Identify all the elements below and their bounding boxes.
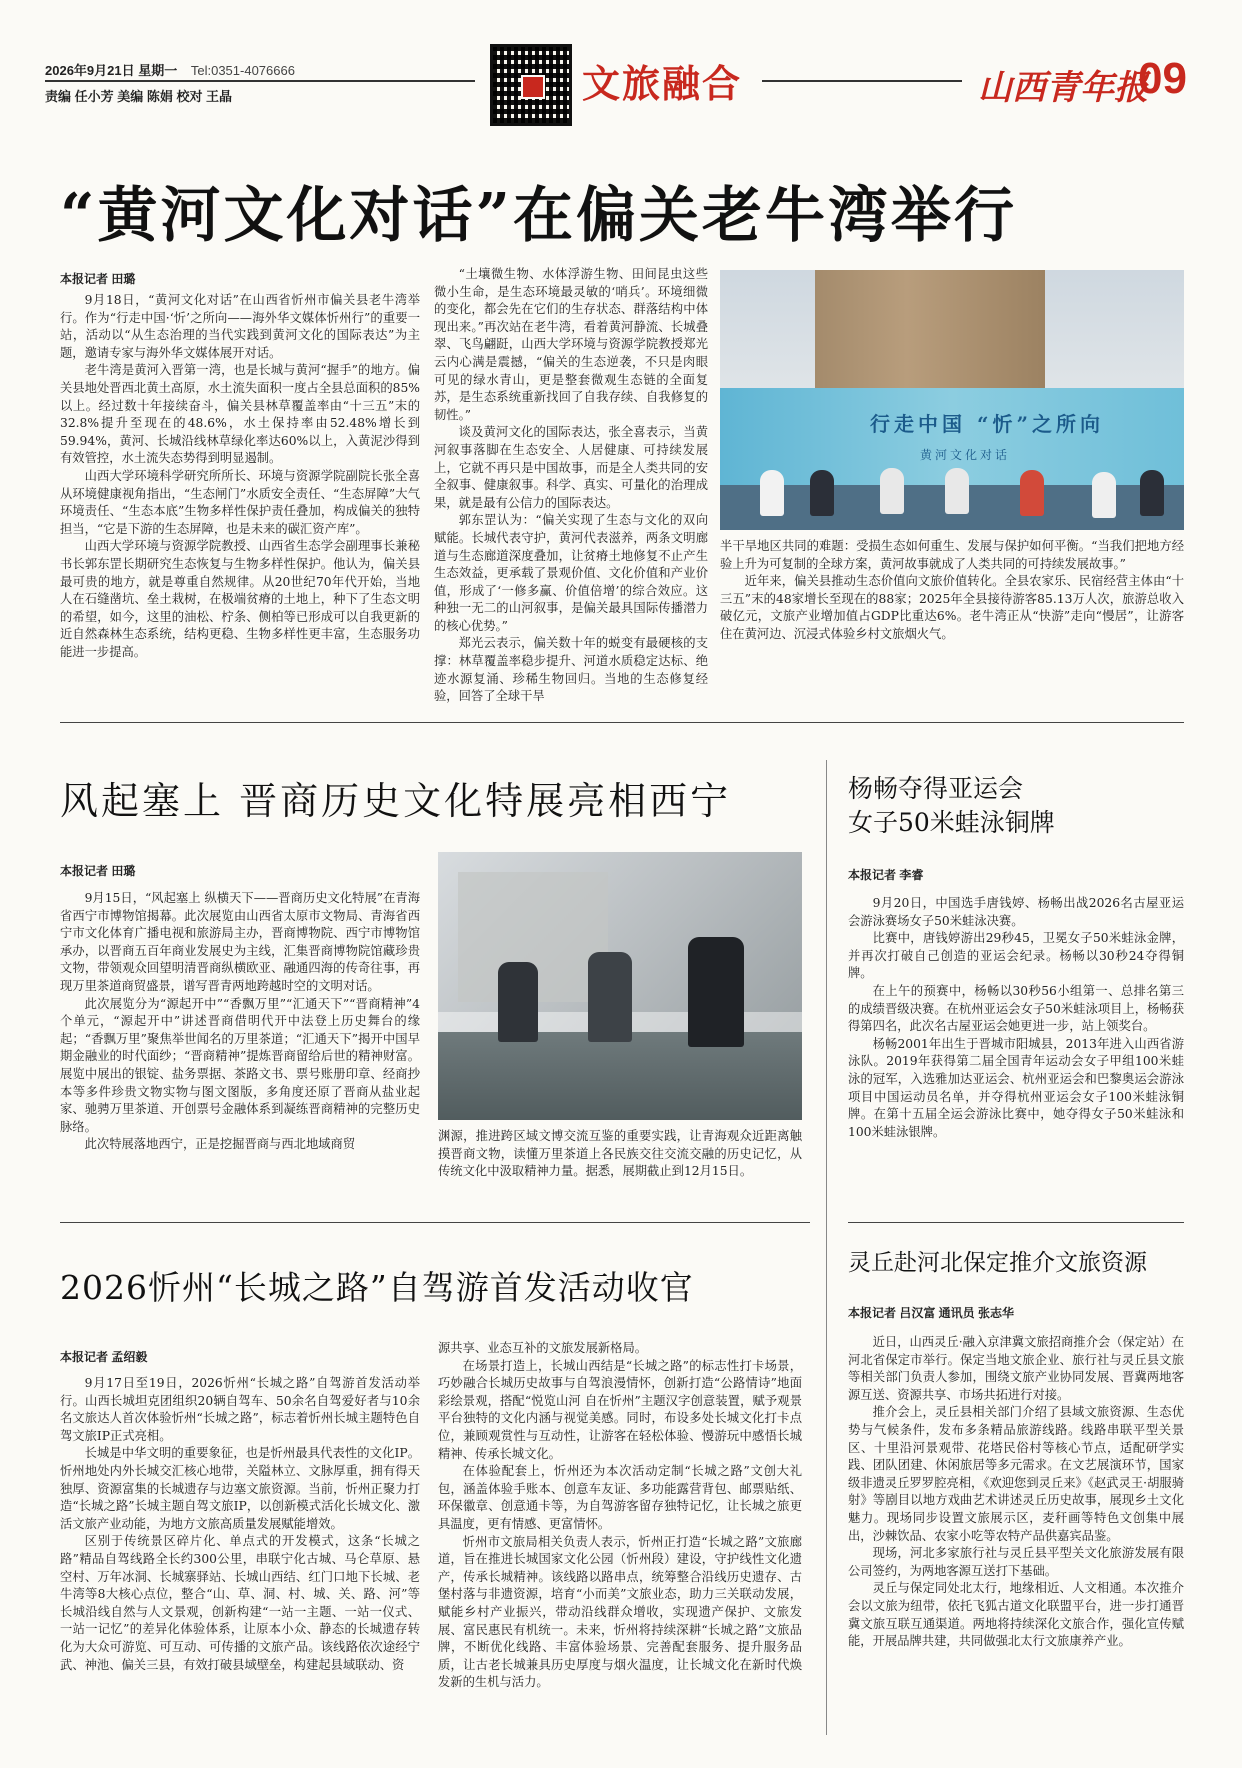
paragraph: 此次特展落地西宁，正是挖掘晋商与西北地域商贸 — [84, 1137, 356, 1152]
paragraph: 9月20日，中国选手唐钱婷、杨畅出战2026名古屋亚运会游泳赛场女子50米蛙泳决赛。 — [848, 896, 1184, 928]
paragraph: “土壤微生物、水体浮游生物、田间昆虫这些微小生命，是生态环境最灵敏的‘哨兵’。环境细微的变化，都会先在它们的生存状态、群落结构中体现出来。”再次站在老牛湾，看着黄河静流、长城叠翠、飞鸟翩跹，山西大学环境与资源学院教授郑光云内心满是震撼，“偏关的生态逆袭，不只是肉眼可见的绿水青山，更是整套微观生态链的全面复苏，是生态系统重新找回了自我存续、自我修复的韧性。” — [434, 267, 708, 422]
page-number: 09 — [1138, 54, 1187, 103]
panelist — [945, 468, 969, 514]
article-4-col-1 — [60, 1375, 420, 1735]
article-3-body — [848, 895, 1184, 1213]
masthead-rule-right — [762, 80, 962, 82]
article-1-byline: 本报记者 田璐 — [60, 272, 136, 286]
article-3-byline: 本报记者 李睿 — [848, 868, 924, 882]
panelist — [1020, 470, 1044, 516]
article-5-body — [848, 1334, 1184, 1734]
article-1-col-1 — [60, 292, 420, 710]
visitor — [588, 952, 632, 1042]
article-4-byline: 本报记者 孟绍毅 — [60, 1350, 148, 1364]
exhibit-display-case — [438, 1032, 802, 1120]
article-3-headline — [848, 772, 1178, 840]
stage-banner-text: 行走中国 “忻”之所向 — [870, 412, 1104, 436]
article-4-col-2 — [438, 1340, 802, 1735]
panelist — [810, 470, 834, 516]
article-2-headline: 风起塞上 晋商历史文化特展亮相西宁 — [60, 779, 732, 823]
article-1-col-3 — [720, 538, 1184, 713]
visitor — [498, 962, 538, 1042]
article-4-headline: 2026忻州“长城之路”自驾游首发活动收官 — [60, 1268, 694, 1307]
paragraph: 此次展览分为“源起开中”“香飘万里”“汇通天下”“晋商精神”4个单元，“源起开中”讲述晋商借明代开中法登上历史舞台的缘起；“香飘万里”聚焦举世闻名的万里茶道；“汇通天下”揭开中国早期金融业的时代面纱；“晋商精神”提炼晋商留给后世的精神财富。展览中展出的银锭、盐务票据、茶路文书、票号账册印章、经商抄本等多件珍贵文物实物与图文图版，多角度还原了晋商从盐业起家、驰骋万里茶道、开创票号金融体系到凝练晋商精神的完整历史脉络。 — [60, 996, 420, 1134]
panelist — [1092, 472, 1116, 518]
section-divider — [848, 1222, 1184, 1223]
stage-banner-subtitle: 黄河文化对话 — [920, 448, 1011, 462]
masthead-rule-left — [45, 80, 475, 82]
section-divider — [60, 722, 1184, 723]
paragraph: 源共享、业态互补的文旅发展新格局。 — [438, 1341, 648, 1355]
issue-date: 2026年9月21日 星期一 — [45, 63, 178, 78]
newspaper-logo: 山西青年报 — [978, 68, 1148, 108]
tel-number: Tel:0351-4076666 — [190, 63, 295, 78]
paragraph: 半干旱地区共同的难题：受损生态如何重生、发展与保护如何平衡。“当我们把地方经验上升为可复制的全球方案，黄河故事就成了人类共同的可持续发展故事。” — [720, 539, 1184, 571]
article-3-headline-line-1: 杨畅夺得亚运会 — [848, 774, 1024, 803]
paragraph: 长城是中华文明的重要象征，也是忻州最具代表性的文化IP。忻州地处内外长城交汇核心地带，关隘林立、文脉厚重，拥有得天独厚、资源富集的长城遗存与边塞文旅资源。当前，忻州正聚力打造“长城之路”长城主题自驾文旅IP，以创新模式活化长城文化、激活文旅产业动能，为地方文旅高质量发展赋能增效。 — [60, 1446, 420, 1531]
paragraph: 近年来，偏关县推动生态价值向文旅价值转化。全县农家乐、民宿经营主体由“十三五”末的48家增长至现在的88家；2025年全县接待游客85.13万人次，旅游总收入破亿元，文旅产业增加值占GDP比重达6%。老牛湾正从“快游”走向“慢居”，让游客住在黄河边、沉浸式体验乡村文旅烟火气。 — [720, 574, 1184, 641]
paragraph: 推介会上，灵丘县相关部门介绍了县域文旅资源、生态优势与气候条件，发布多条精品旅游线路。线路串联平型关景区、十里沿河景观带、花塔民俗村等核心节点，适配研学实践、团队团建、休闲旅居等多元需求。在文艺展演环节，国家级非遗灵丘罗罗腔亮相，《欢迎您到灵丘来》《赵武灵王·胡服骑射》等剧目以地方戏曲艺术讲述灵丘历史故事，展现乡土文化魅力。现场同步设置文旅展示区，麦秆画等特色文创集中展出，沙棘饮品、农家小吃等农特产品供嘉宾品鉴。 — [848, 1405, 1184, 1543]
article-3-headline-line-2: 女子50米蛙泳铜牌 — [848, 808, 1055, 837]
paragraph: 在场景打造上，长城山西结是“长城之路”的标志性打卡场景，巧妙融合长城历史故事与自驾浪漫情怀，创新打造“公路情诗”地面彩绘景观，搭配“悦览山河 自在忻州”主题汉字创意装置，赋予观景平台独特的文化内涵与视觉美感。同时，布设多处长城文化打卡点位，兼顾观赏性与互动性，让游客在轻松体验、慢游玩中感悟长城精神、传承长城文化。 — [438, 1358, 802, 1461]
article-1-headline: “黄河文化对话”在偏关老牛湾举行 — [60, 181, 1018, 251]
paragraph: 现场，河北多家旅行社与灵丘县平型关文化旅游发展有限公司签约，为两地客源互送打下基础。 — [848, 1546, 1184, 1578]
watchtower-image — [815, 270, 1045, 405]
article-1-photo — [720, 270, 1184, 530]
article-2-byline: 本报记者 田璐 — [60, 864, 136, 878]
section-divider — [60, 1222, 810, 1223]
panelist — [1140, 470, 1164, 516]
article-5-headline: 灵丘赴河北保定推介文旅资源 — [848, 1250, 1147, 1276]
article-2-col-1 — [60, 890, 420, 1210]
paragraph: 灵丘与保定同处北太行，地缘相近、人文相通。本次推介会以文旅为纽带，依托飞狐古道文化联盟平台，进一步打通晋冀文旅互联互通渠道。两地将持续深化文旅合作，强化宣传赋能，开展品牌共建，共同做强北太行文旅康养产业。 — [848, 1581, 1184, 1649]
article-2-col-2: 渊源，推进跨区域文博交流互鉴的重要实践，让青海观众近距离触摸晋商文物，读懂万里茶道上各民族交往交流交融的历史记忆，从传统文化中汲取精神力量。据悉，展期截止到12月15日。 — [438, 1129, 802, 1179]
paragraph: 比赛中，唐钱婷游出29秒45，卫冕女子50米蛙泳金牌，并再次打破自己创造的亚运会纪录。杨畅以30秒24夺得铜牌。 — [848, 931, 1184, 981]
paragraph: 9月15日，“风起塞上 纵横天下——晋商历史文化特展”在青海省西宁市博物馆揭幕。此次展览由山西省太原市文物局、青海省西宁市文化体育广播电视和旅游局主办，晋商博物院、西宁市博物馆承办，以晋商五百年商业发展史为主线，汇集晋商博物院馆藏珍贵文物，带领观众回望明清晋商纵横欧亚、融通四海的传奇往事，再现万里茶道商贸盛景，谱写晋青两地跨越时空的文明对话。 — [60, 891, 420, 993]
staff-credits: 责编 任小芳 美编 陈娟 校对 王晶 — [45, 89, 233, 104]
paragraph: 郭东罡认为：“偏关实现了生态与文化的双向赋能。长城代表守护，黄河代表滋养，两条文明廊道与生态廊道深度叠加，让贫瘠土地修复不止产生生态效益，更承载了景观价值、文化价值和产业价值，形成了‘一修多赢、价值倍增’的综合效应。这种独一无二的山河叙事，是偏关最具国际传播潜力的核心优势。” — [434, 513, 708, 633]
section-title: 文旅融合 — [582, 61, 743, 106]
panelist — [880, 468, 904, 514]
article-5-byline: 本报记者 吕汉富 通讯员 张志华 — [848, 1306, 1015, 1320]
paragraph: 山西大学环境与资源学院教授、山西省生态学会副理事长兼秘书长郭东罡长期研究生态恢复与生物多样性保护。他认为，偏关县最可贵的地方，就是尊重自然规律。从20世纪70年代开始，当地人在石缝凿坑、垒土栽树，在极端贫瘠的土地上，种下了生态文明的希望，如今，这里的油松、柠条、侧柏等已形成可以自我更新的近自然森林生态系统，结构更稳、生物多样性更丰富，生态服务功能进一步提高。 — [60, 539, 420, 659]
paragraph: 9月17日至19日，2026忻州“长城之路”自驾游首发活动举行。山西长城坦克团组织20辆自驾车、50余名自驾爱好者与10余名文旅达人首次体验忻州“长城之路”，标志着忻州长城主题特色自驾文旅IP正式亮相。 — [60, 1376, 420, 1443]
paragraph: 杨畅2001年出生于晋城市阳城县，2013年进入山西省游泳队。2019年获得第二届全国青年运动会女子甲组100米蛙泳的冠军，入选雅加达亚运会、杭州亚运会和巴黎奥运会游泳项目中国运动员名单，并夺得杭州亚运会女子100米蛙泳铜牌。在第十五届全运会游泳比赛中，她夺得女子50米蛙泳和100米蛙泳银牌。 — [848, 1036, 1184, 1139]
qr-code-icon[interactable] — [490, 44, 572, 126]
paragraph: 9月18日，“黄河文化对话”在山西省忻州市偏关县老牛湾举行。作为“行走中国·‘忻’之所向——海外华文媒体忻州行”的重要一站，活动以“从生态治理的当代实践到黄河文化的国际表达”为主题，邀请专家与海外华文媒体展开对话。 — [60, 293, 420, 360]
paragraph: 老牛湾是黄河入晋第一湾，也是长城与黄河“握手”的地方。偏关县地处晋西北黄土高原，水土流失面积一度占全县总面积的85%以上。经过数十年接续奋斗，偏关县林草覆盖率由“十三五”末的32.8%提升至现在的48.6%，水土保持率由52.48%增长到59.94%，黄河、长城沿线林草绿化率达60%以上，入黄泥沙得到有效管控，水土流失态势得到明显遏制。 — [60, 363, 420, 466]
paragraph: 近日，山西灵丘·融入京津冀文旅招商推介会（保定站）在河北省保定市举行。保定当地文旅企业、旅行社与灵丘县文旅等相关部门负责人参加，围绕文旅产业协同发展、晋冀两地客源互送、资源共享、市场共拓进行对接。 — [848, 1335, 1184, 1402]
column-divider — [826, 760, 827, 1735]
paragraph: 谈及黄河文化的国际表达，张全喜表示，当黄河叙事落脚在生态安全、人居健康、可持续发展上，它就不再只是中国故事，而是全人类共同的安全叙事、健康叙事。科学、真实、可量化的治理成果，就是最有公信力的国际表达。 — [434, 425, 708, 510]
paragraph: 山西大学环境科学研究所所长、环境与资源学院副院长张全喜从环境健康视角指出，“生态闸门”水质安全责任、“生态屏障”大气环境责任、“生态本底”生物多样性保护责任叠加，构成偏关的独特担当，“它是下游的生态屏障，也是未来的碳汇资产库”。 — [60, 468, 420, 536]
article-1-col-2 — [434, 266, 708, 711]
article-2-photo — [438, 852, 802, 1120]
paragraph: 郑光云表示，偏关数十年的蜕变有最硬核的支撑：林草覆盖率稳步提升、河道水质稳定达标、绝迹水源复涌、珍稀生物回归。当地的生态修复经验，回答了全球干旱 — [434, 636, 708, 704]
paragraph: 在体验配套上，忻州还为本次活动定制“长城之路”文创大礼包，涵盖体验手账本、创意车友证、多功能露营背包、邮票贴纸、环保徽章、创意通卡等，为自驾游客留存独特记忆，让长城之旅更具温度，更有情感、更富情怀。 — [438, 1464, 802, 1531]
paragraph: 区别于传统景区碎片化、单点式的开发模式，这条“长城之路”精品自驾线路全长约300公里，串联宁化古城、马仑草原、悬空村、万年冰洞、长城寨驿站、长城山西结、红门口地下长城、老牛湾等8大核心点位，整合“山、草、洞、村、城、关、路、河”等长城沿线自然与人文景观，创新构建“一站一主题、一站一仪式、一站一记忆”的差异化体验体系，让原本小众、静态的长城遗存转化为大众可游览、可互动、可传播的文旅产品。该线路依次途经宁武、神池、偏关三县，有效打破县域壁垒，构建起县域联动、资 — [60, 1534, 420, 1672]
paragraph: 忻州市文旅局相关负责人表示，忻州正打造“长城之路”文旅廊道，旨在推进长城国家文化公园（忻州段）建设，守护线性文化遗产，传承长城精神。该线路以路串点，统筹整合沿线历史遗存、古堡村落与非遗资源，培育“小而美”文旅业态，助力三关联动发展，赋能乡村产业振兴，带动沿线群众增收，实现遗产保护、文旅发展、富民惠民有机统一。未来，忻州将持续深耕“长城之路”文旅品牌，不断优化线路、丰富体验场景、完善配套服务、提升服务品质，让古老长城兼具历史厚度与烟火温度，让长城文化在新时代焕发新的生机与活力。 — [438, 1534, 802, 1690]
masthead-date — [45, 60, 295, 79]
visitor — [688, 937, 744, 1047]
paragraph: 在上午的预赛中，杨畅以30秒56小组第一、总排名第三的成绩晋级决赛。在杭州亚运会女子50米蛙泳项目上，杨畅获得第四名，此次名古屋亚运会她更进一步，站上领奖台。 — [848, 983, 1184, 1034]
panelist — [760, 470, 784, 516]
